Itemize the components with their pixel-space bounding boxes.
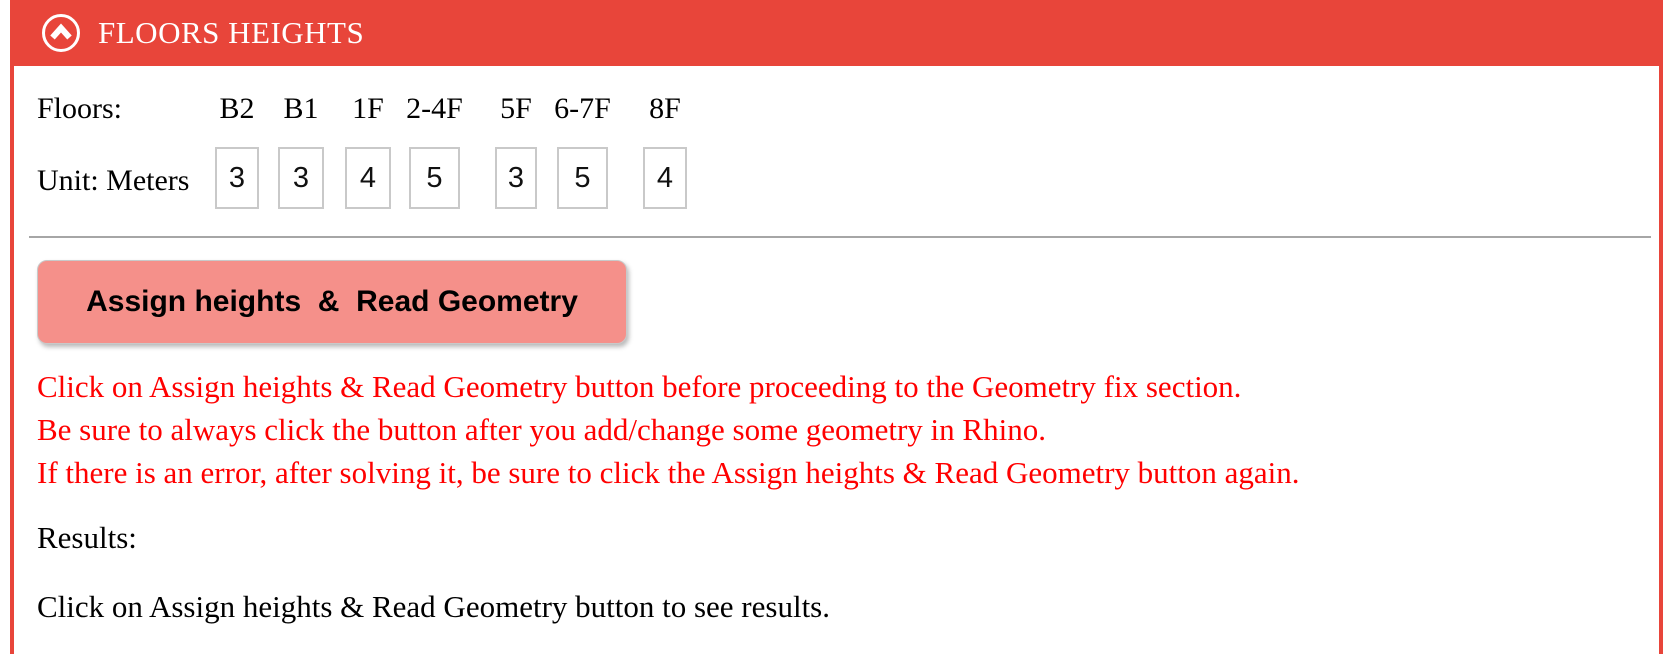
panel-title: FLOORS HEIGHTS xyxy=(98,15,365,50)
floors-row-label: Floors: xyxy=(37,92,123,125)
floor-column-8f xyxy=(643,92,687,209)
warnings-block xyxy=(37,365,1300,494)
unit-row-label: Unit: Meters xyxy=(37,164,190,197)
floor-height-input-b2[interactable] xyxy=(215,147,259,209)
assign-heights-read-geometry-button[interactable] xyxy=(37,260,627,344)
chevron-up-icon xyxy=(41,13,81,53)
floor-height-input-2-4f[interactable] xyxy=(409,147,460,209)
warning-line: Click on Assign heights & Read Geometry button before proceeding to the Geometry fix section. xyxy=(37,369,1242,404)
floor-height-input-1f[interactable] xyxy=(345,147,391,209)
floor-height-input-8f[interactable] xyxy=(643,147,687,209)
results-message: Click on Assign heights & Read Geometry button to see results. xyxy=(37,589,830,624)
floor-label: 5F xyxy=(500,92,532,125)
floor-column-1f xyxy=(345,92,391,209)
warning-line: If there is an error, after solving it, be sure to click the Assign heights & Read Geometry button again. xyxy=(37,455,1300,490)
floor-label: 6-7F xyxy=(554,92,611,125)
divider xyxy=(29,236,1651,238)
floors-heights-panel xyxy=(10,0,1663,654)
floor-label: 8F xyxy=(649,92,681,125)
floor-height-input-b1[interactable] xyxy=(278,147,324,209)
floor-column-b2 xyxy=(215,92,259,209)
floor-label: 2-4F xyxy=(406,92,463,125)
floor-height-input-5f[interactable] xyxy=(495,147,537,209)
section-body xyxy=(10,66,1663,654)
floors-grid xyxy=(215,92,687,209)
assign-button-label: Assign heights & Read Geometry xyxy=(86,285,578,318)
section-header-floors-heights[interactable] xyxy=(10,0,1663,66)
floor-column-6-7f xyxy=(554,92,611,209)
floor-column-2-4f xyxy=(406,92,463,209)
results-label: Results: xyxy=(37,520,137,555)
floor-column-b1 xyxy=(278,92,324,209)
floor-column-5f xyxy=(495,92,537,209)
floor-label: B1 xyxy=(283,92,319,125)
floor-label: B2 xyxy=(219,92,255,125)
floor-label: 1F xyxy=(352,92,384,125)
collapse-button[interactable] xyxy=(41,13,81,53)
floor-height-input-6-7f[interactable] xyxy=(557,147,608,209)
warning-line: Be sure to always click the button after you add/change some geometry in Rhino. xyxy=(37,412,1046,447)
